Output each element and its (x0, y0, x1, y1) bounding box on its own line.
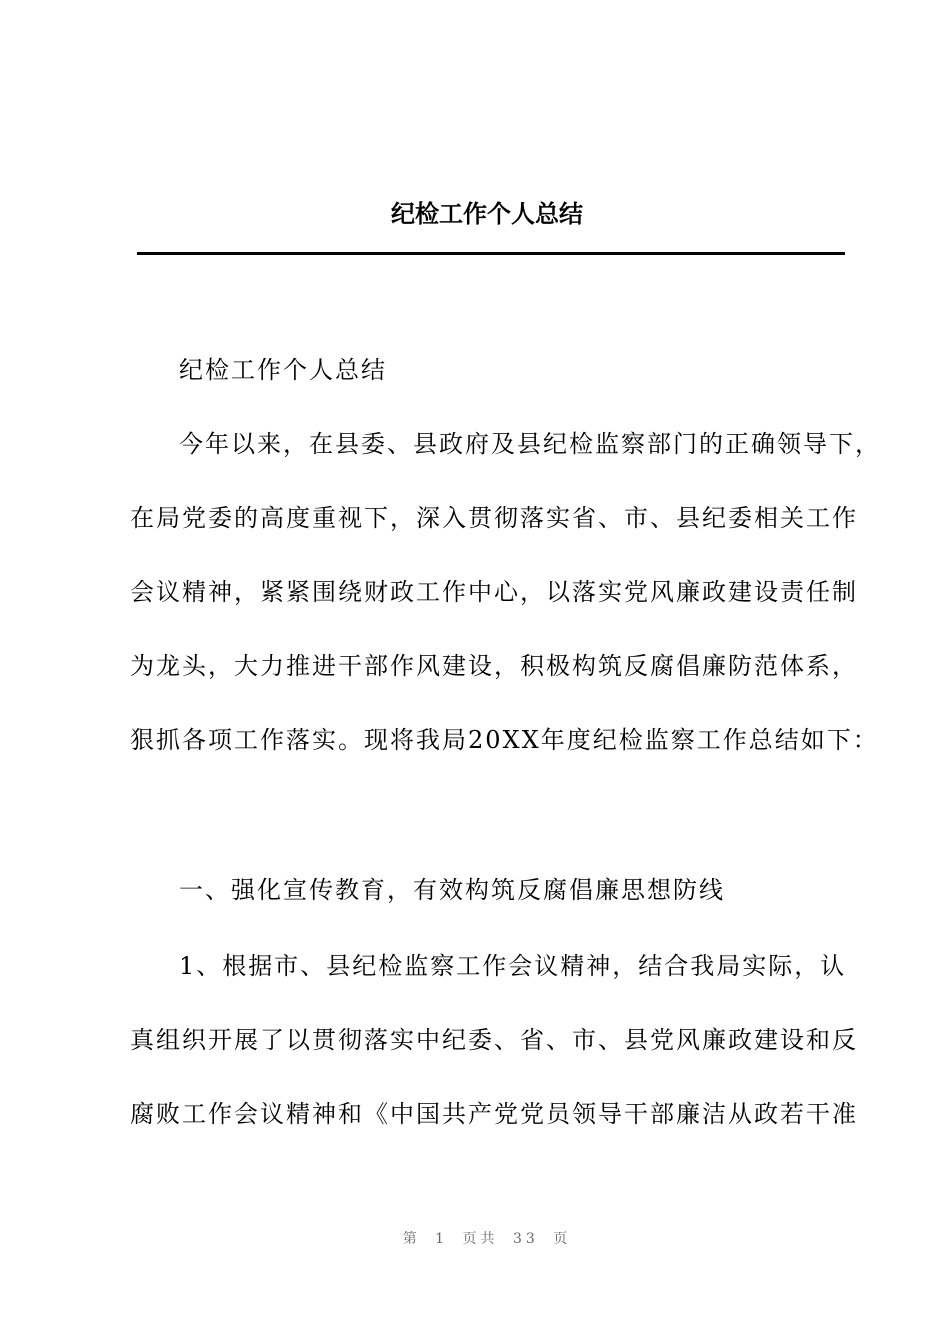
page-title: 纪检工作个人总结 (391, 200, 583, 228)
body-line-4: 会议精神，紧紧围绕财政工作中心，以落实党风廉政建设责任制 (130, 578, 858, 606)
body-line-6: 狠抓各项工作落实。现将我局20XX年度纪检监察工作总结如下： (130, 726, 879, 754)
body-line-3: 在局党委的高度重视下，深入贯彻落实省、市、县纪委相关工作 (130, 504, 858, 532)
body-line-1: 纪检工作个人总结 (179, 356, 387, 384)
body-line-2: 今年以来，在县委、县政府及县纪检监察部门的正确领导下， (179, 430, 881, 458)
section-heading: 一、强化宣传教育，有效构筑反腐倡廉思想防线 (179, 876, 725, 904)
body-line-10: 腐败工作会议精神和《中国共产党党员领导干部廉洁从政若干准 (130, 1100, 858, 1128)
body-line-9: 真组织开展了以贯彻落实中纪委、省、市、县党风廉政建设和反 (130, 1026, 858, 1054)
body-line-8: 1、根据市、县纪检监察工作会议精神，结合我局实际，认 (179, 952, 847, 980)
body-line-5: 为龙头，大力推进干部作风建设，积极构筑反腐倡廉防范体系， (130, 652, 858, 680)
title-underline (137, 252, 845, 255)
page-footer: 第 1 页共 33 页 (402, 1231, 572, 1247)
